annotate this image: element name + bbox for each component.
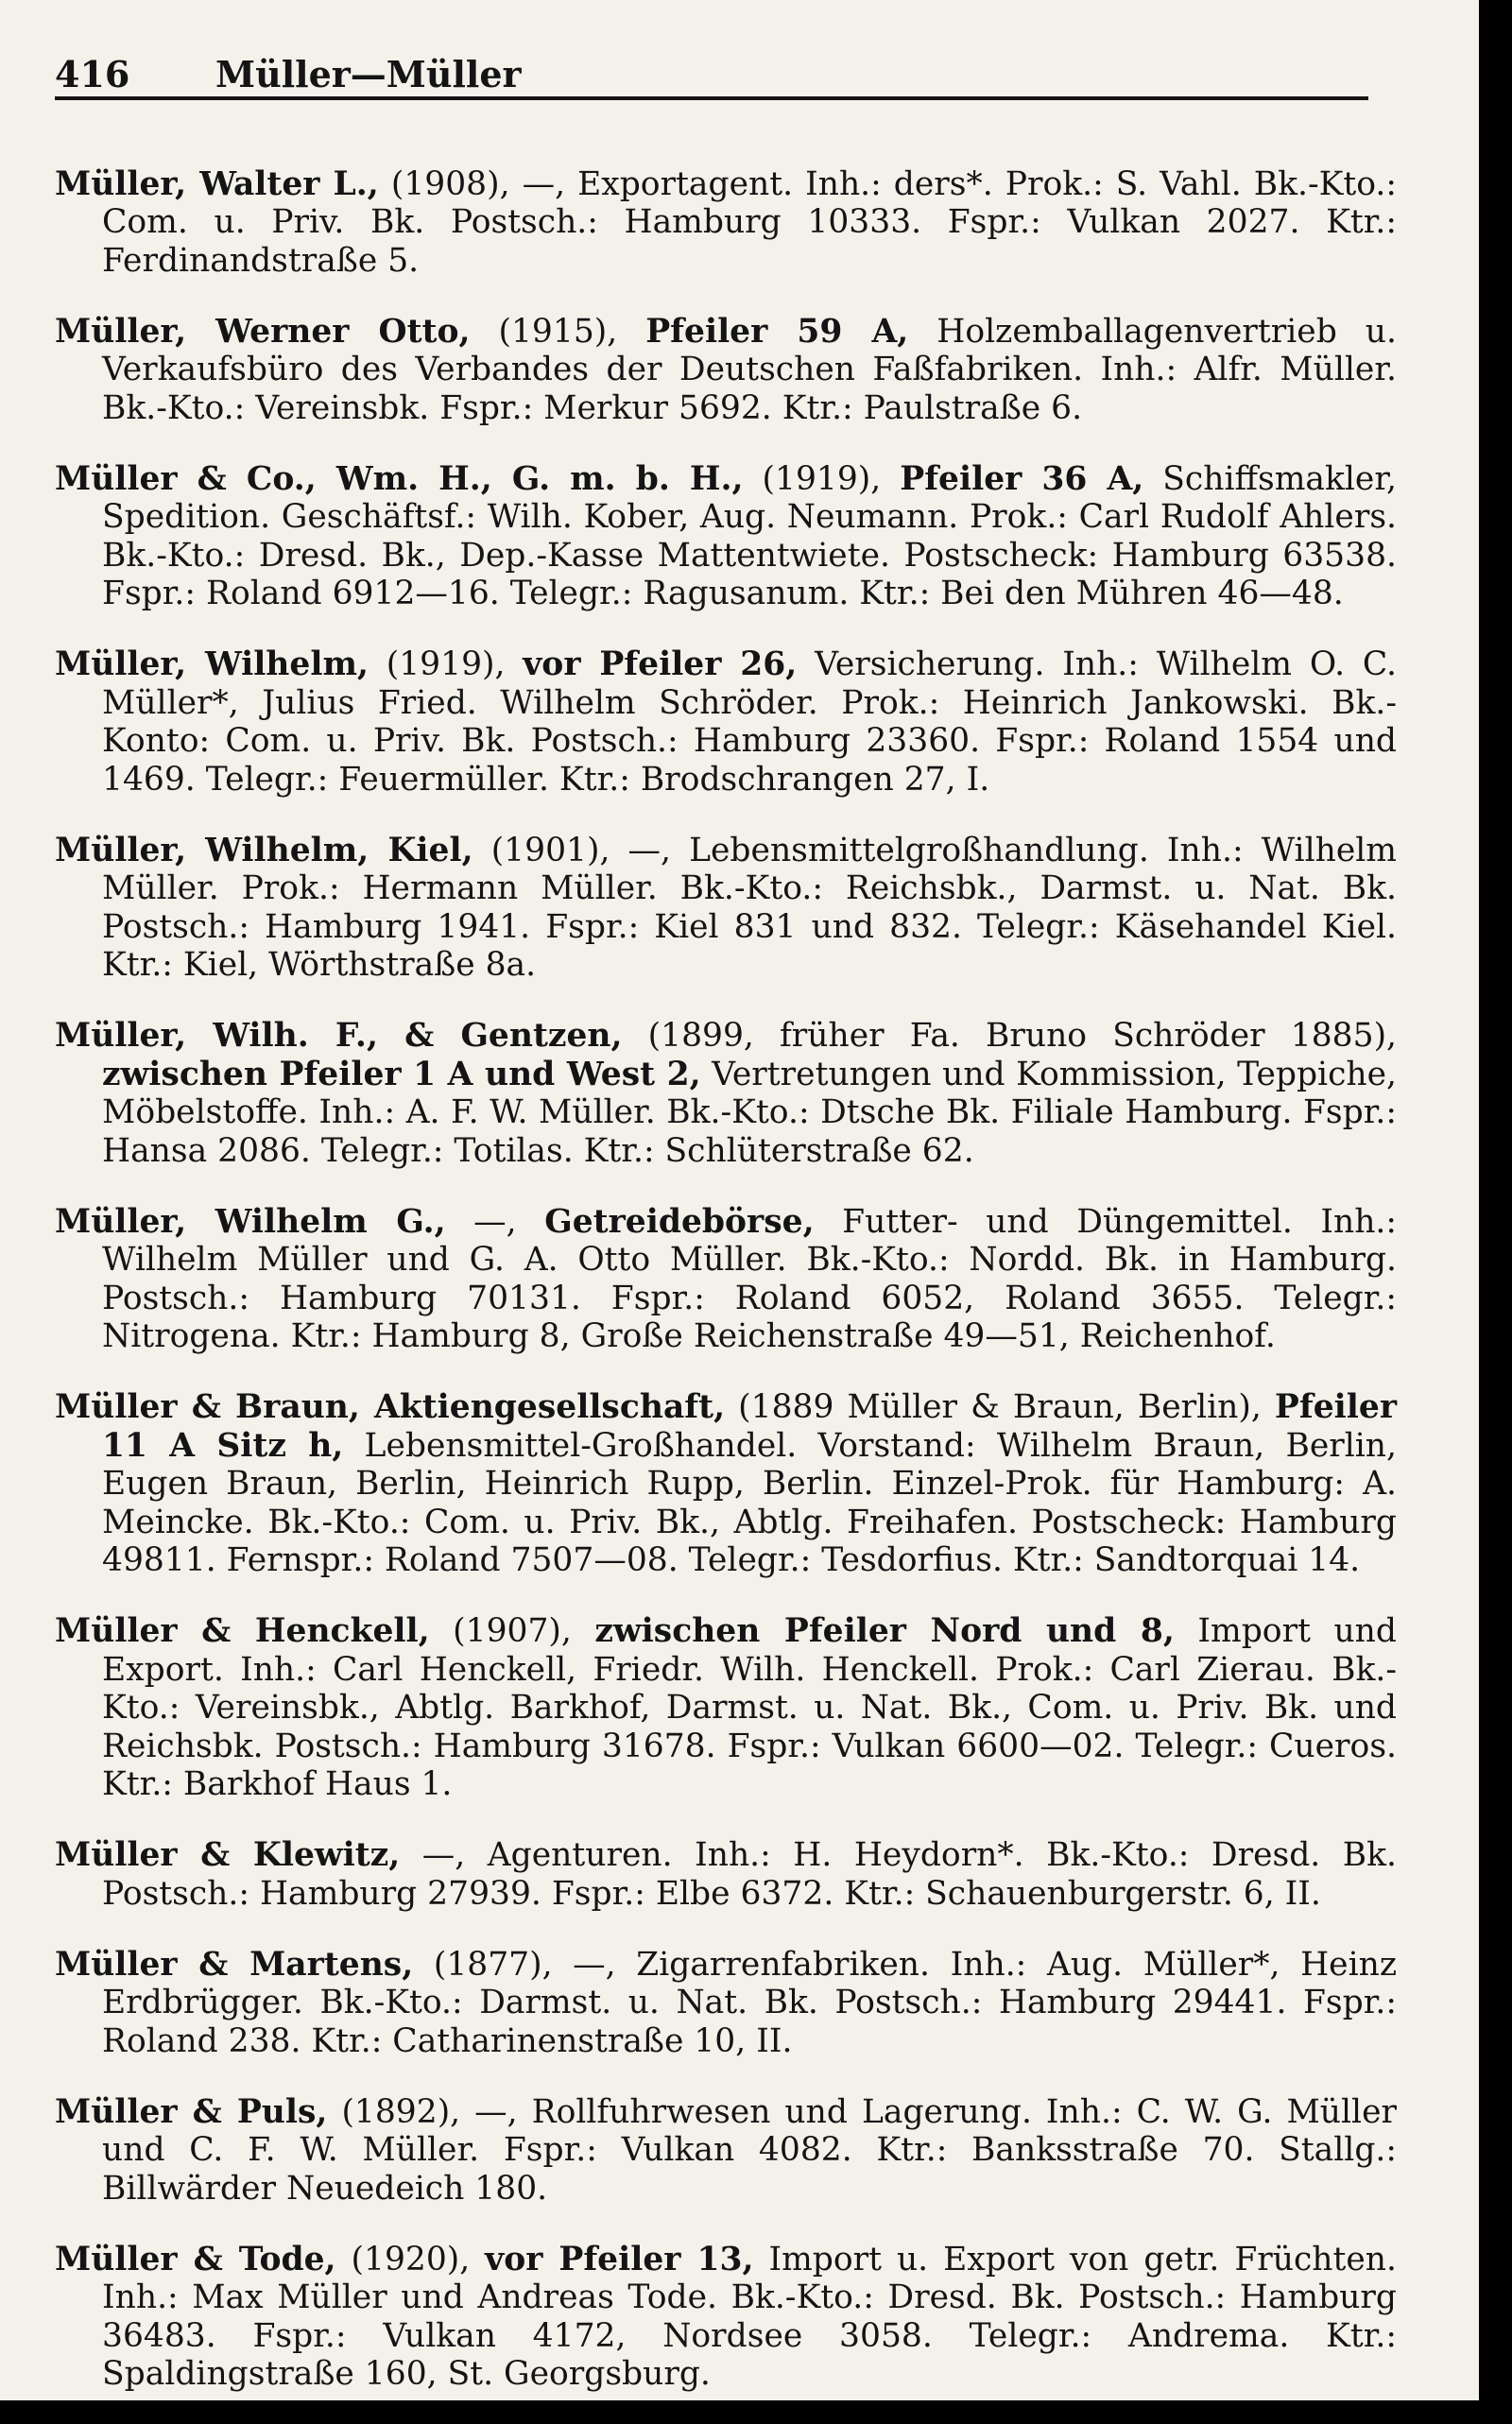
entry-name: Müller & Tode, xyxy=(55,2240,336,2278)
entry-founding: (1920), xyxy=(335,2240,486,2278)
entry-text: Versicherung. Inh.: Wilhelm O. C. Müller*, Julius Fried. Wilhelm Schröder. Prok.: Heinrich Jankowski. Bk.-Konto: Com. u. Priv. Bk. Postsch.: Hamburg 23360. Fspr.: Roland 1554 und 1469. Telegr.: Feuermüller. Ktr.: Brodschrangen 27, I. xyxy=(102,645,1397,799)
entry-text: Import u. Export von getr. Früchten. Inh.: Max Müller und Andreas Tode. Bk.-Kto.: Dresd. Bk. Postsch.: Hamburg 36483. Fspr.: Vulkan 4172, Nordsee 3058. Telegr.: Andrema. Ktr.: Spaldingstraße 160, St. Georgsburg. xyxy=(102,2240,1397,2393)
directory-entry xyxy=(55,832,1397,985)
entry-name: Müller, Walter L., xyxy=(55,164,379,203)
entry-founding: (1919), xyxy=(368,645,524,683)
entry-text: Import und Export. Inh.: Carl Henckell, Friedr. Wilh. Henckell. Prok.: Carl Zierau. Bk.-Kto.: Vereinsbk., Abtlg. Barkhof, Darmst. u. Nat. Bk., Com. u. Priv. Bk. und Reichsbk. Postsch.: Hamburg 31678. Fspr.: Vulkan 6600—02. Telegr.: Cueros. Ktr.: Barkhof Haus 1. xyxy=(102,1612,1397,1803)
entry-name: Müller & Braun, Aktiengesellschaft, xyxy=(55,1388,726,1426)
page-number: 416 xyxy=(55,53,130,95)
entry-location: Pfeiler 36 A, xyxy=(900,459,1144,498)
entry-text: Futter- und Düngemittel. Inh.: Wilhelm Müller und G. A. Otto Müller. Bk.-Kto.: Nordd. Bk. in Hamburg. Postsch.: Hamburg 70131. Fspr.: Roland 6052, Roland 3655. Telegr.: Nitrogena. Ktr.: Hamburg 8, Große Reichenstraße 49—51, Reichenhof. xyxy=(102,1202,1398,1355)
directory-entry xyxy=(55,1612,1397,1804)
entry-name: Müller & Co., Wm. H., G. m. b. H., xyxy=(55,459,744,498)
entry-text: Holzemballagenvertrieb u. Verkaufsbüro des Verbandes der Deutschen Faßfabriken. Inh.: Alfr. Müller. Bk.-Kto.: Vereinsbk. Fspr.: Merkur 5692. Ktr.: Paulstraße 6. xyxy=(102,312,1397,427)
entry-founding: (1915), xyxy=(470,312,646,351)
entry-name: Müller & Martens, xyxy=(55,1945,414,1984)
entry-founding: (1907), xyxy=(429,1612,595,1650)
directory-entry xyxy=(55,1388,1397,1580)
entry-text: (1901), —, Lebensmittelgroßhandlung. Inh.: Wilhelm Müller. Prok.: Hermann Müller. Bk.-Kto.: Reichsbk., Darmst. u. Nat. Bk. Postsch.: Hamburg 1941. Fspr.: Kiel 831 und 832. Telegr.: Käsehandel Kiel. Ktr.: Kiel, Wörthstraße 8a. xyxy=(102,831,1397,984)
entry-location: Getreidebörse, xyxy=(544,1202,815,1241)
entry-location: zwischen Pfeiler Nord und 8, xyxy=(594,1612,1175,1650)
entry-location: Pfeiler 59 A, xyxy=(645,312,909,351)
entry-location: vor Pfeiler 26, xyxy=(523,645,798,683)
entry-text: Schiffsmakler, Spedition. Geschäftsf.: Wilh. Kober, Aug. Neumann. Prok.: Carl Rudolf Ahlers. Bk.-Kto.: Dresd. Bk., Dep.-Kasse Mattentwiete. Postscheck: Hamburg 63538. Fspr.: Roland 6912—16. Telegr.: Ragusanum. Ktr.: Bei den Mühren 46—48. xyxy=(102,459,1397,612)
directory-entry xyxy=(55,1836,1397,1913)
directory-entry xyxy=(55,1946,1397,2061)
entry-text: Lebensmittel-Großhandel. Vorstand: Wilhelm Braun, Berlin, Eugen Braun, Berlin, Heinrich Rupp, Berlin. Einzel-Prok. für Hamburg: A. Meincke. Bk.-Kto.: Com. u. Priv. Bk., Abtlg. Freihafen. Postscheck: Hamburg 49811. Fernspr.: Roland 7507—08. Telegr.: Tesdorfius. Ktr.: Sandtorquai 14. xyxy=(102,1426,1397,1579)
directory-entry xyxy=(55,165,1397,281)
entry-name: Müller & Henckell, xyxy=(55,1612,430,1650)
entry-text: (1908), —, Exportagent. Inh.: ders*. Prok.: S. Vahl. Bk.-Kto.: Com. u. Priv. Bk. Postsch.: Hamburg 10333. Fspr.: Vulkan 2027. Ktr.: Ferdinandstraße 5. xyxy=(102,164,1397,280)
entry-text: Vertretungen und Kommission, Teppiche, Möbelstoffe. Inh.: A. F. W. Müller. Bk.-Kto.: Dtsche Bk. Filiale Hamburg. Fspr.: Hansa 2086. Telegr.: Totilas. Ktr.: Schlüterstraße 62. xyxy=(102,1055,1397,1170)
entry-text: (1892), —, Rollfuhrwesen und Lagerung. Inh.: C. W. G. Müller und C. F. W. Müller. Fspr.: Vulkan 4082. Ktr.: Banksstraße 70. Stallg.: Billwärder Neuedeich 180. xyxy=(102,2092,1397,2208)
entry-founding: (1889 Müller & Braun, Berlin), xyxy=(725,1388,1275,1426)
entry-name: Müller, Werner Otto, xyxy=(55,312,471,351)
entry-founding: —, xyxy=(445,1202,545,1241)
entry-name: Müller, Wilhelm, xyxy=(55,645,369,683)
entry-name: Müller, Wilh. F., & Gentzen, xyxy=(55,1017,623,1055)
entry-name: Müller & Puls, xyxy=(55,2092,328,2131)
directory-entry xyxy=(55,1017,1397,1170)
header-rule xyxy=(55,96,1368,100)
directory-entry xyxy=(55,460,1397,613)
entry-name: Müller, Wilhelm, Kiel, xyxy=(55,831,473,869)
entry-location: zwischen Pfeiler 1 A und West 2, xyxy=(102,1055,701,1093)
directory-entry xyxy=(55,2241,1397,2394)
entry-location: vor Pfeiler 13, xyxy=(485,2240,754,2278)
directory-entry xyxy=(55,2093,1397,2209)
entry-list xyxy=(55,132,1397,2424)
running-head: Müller—Müller xyxy=(215,53,522,95)
entry-text: (1877), —, Zigarrenfabriken. Inh.: Aug. Müller*, Heinz Erdbrügger. Bk.-Kto.: Darmst. u. Nat. Bk. Postsch.: Hamburg 29441. Fspr.: Roland 238. Ktr.: Catharinenstraße 10, II. xyxy=(102,1945,1398,2060)
entry-name: Müller & Klewitz, xyxy=(55,1836,401,1874)
directory-entry xyxy=(55,645,1397,799)
entry-text: —, Agenturen. Inh.: H. Heydorn*. Bk.-Kto.: Dresd. Bk. Postsch.: Hamburg 27939. Fspr.: Elbe 6372. Ktr.: Schauenburgerstr. 6, II. xyxy=(102,1836,1397,1913)
page-header xyxy=(55,47,1368,104)
entry-name: Müller, Wilhelm G., xyxy=(55,1202,446,1241)
entry-location: Pfeiler 11 A Sitz h, xyxy=(102,1388,1397,1465)
entry-founding: (1919), xyxy=(743,459,901,498)
directory-entry xyxy=(55,313,1397,428)
directory-entry xyxy=(55,1203,1397,1356)
entry-founding: (1899, früher Fa. Bruno Schröder 1885), xyxy=(622,1017,1397,1055)
